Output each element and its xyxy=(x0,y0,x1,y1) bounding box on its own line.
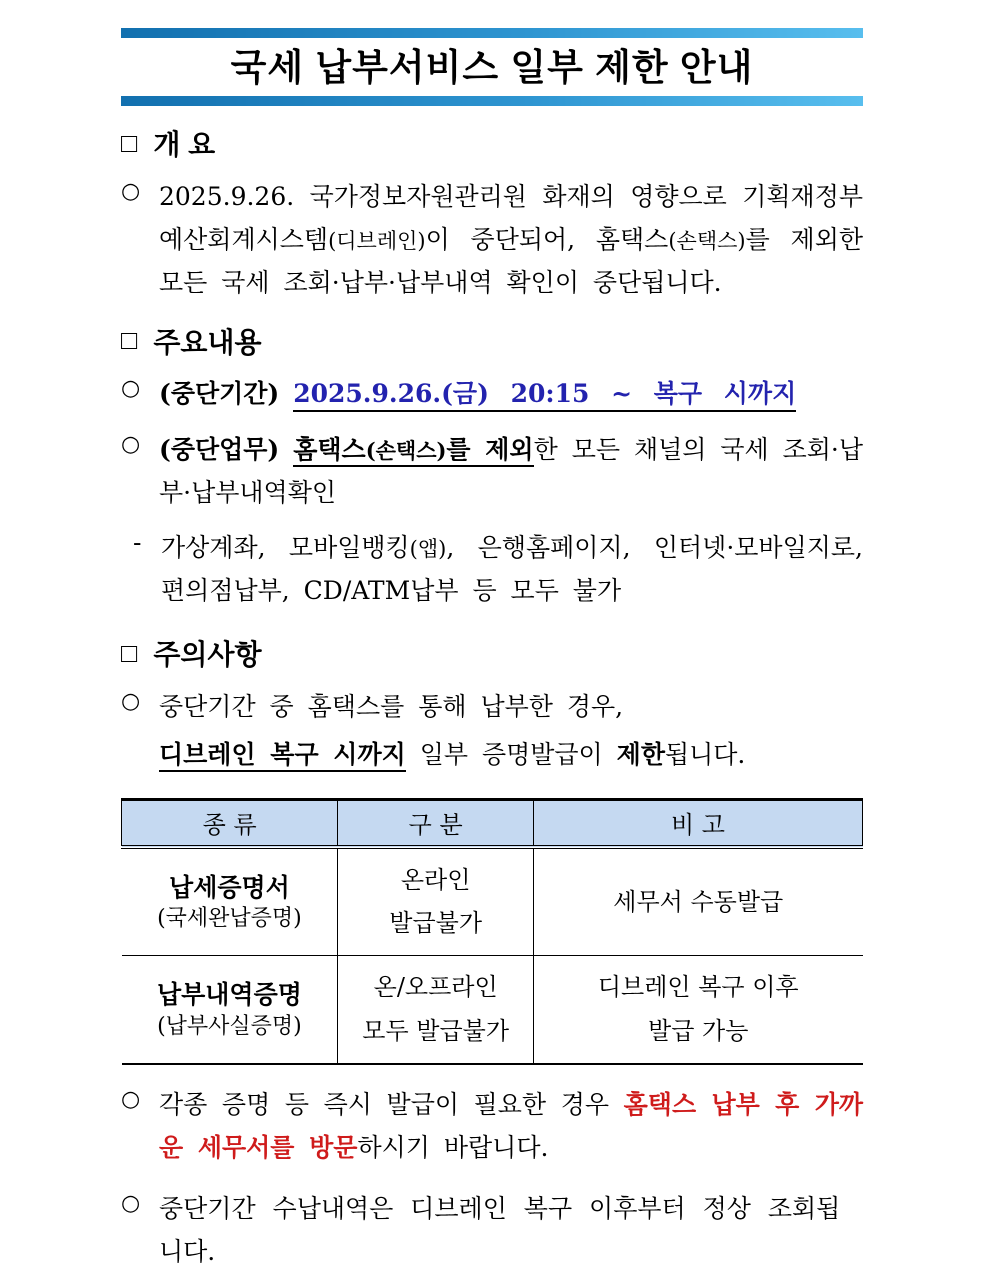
table-header-division: 구 분 xyxy=(338,800,534,848)
suspended-services-rest: 한 모든 채널의 국세 조회·납부·납부내역확인 xyxy=(159,435,864,508)
cell-note: 세무서 수동발급 xyxy=(533,847,862,956)
blocked-channels-item xyxy=(121,526,863,612)
cell-division: 온/오프라인 모두 발급불가 xyxy=(338,956,534,1064)
suspension-period-label: (중단기간) xyxy=(159,379,280,409)
caution-end: 됩니다. xyxy=(664,740,746,770)
cell-kind: 납세증명서 (국세완납증명) xyxy=(122,847,338,956)
footer-note-visit xyxy=(121,1083,863,1169)
title-block xyxy=(121,28,863,106)
caution-mid: 일부 증명발급이 xyxy=(405,740,617,770)
square-bullet-icon: □ xyxy=(121,325,138,356)
section-main-content xyxy=(121,326,863,613)
circle-bullet-icon: ○ xyxy=(121,689,141,715)
suspended-services-item xyxy=(121,428,863,514)
caution-heading-label: 주의사항 xyxy=(153,639,262,671)
circle-bullet-icon: ○ xyxy=(121,1086,141,1112)
suspended-services-line xyxy=(159,428,863,514)
caution-underlined: 디브레인 복구 시까지 xyxy=(159,740,406,772)
suspended-services-highlight: 홈택스(손택스)를 제외 xyxy=(293,435,533,467)
overview-text-2: 이 중단되어, 홈택스 xyxy=(425,224,669,254)
main-content-heading xyxy=(121,326,863,360)
overview-text-1: 2025.9.26. 국가정보자원관리원 화재의 영향으로 기획재정부 예산회계시스템 xyxy=(159,181,863,254)
table-header-note: 비 고 xyxy=(533,800,862,848)
overview-text-paren-2: (손택스) xyxy=(668,228,746,253)
table-header-kind: 종 류 xyxy=(122,800,338,848)
dash-bullet: - xyxy=(133,528,142,558)
table-header-row xyxy=(122,800,863,848)
circle-bullet-icon: ○ xyxy=(121,432,141,458)
circle-bullet-icon: ○ xyxy=(121,376,141,402)
caution-item xyxy=(121,685,863,776)
cell-kind: 납부내역증명 (납부사실증명) xyxy=(122,956,338,1064)
blocked-channels-line xyxy=(161,526,863,612)
blocked-channels-text-2: , 은행홈페이지, 인터넷·모바일지로, 편의점납부, CD/ATM납부 등 모두 불가 xyxy=(161,533,863,606)
table-row xyxy=(122,847,863,956)
blocked-channels-text-1: 가상계좌, 모바일뱅킹 xyxy=(161,533,410,563)
cell-note: 디브레인 복구 이후 발급 가능 xyxy=(533,956,862,1064)
main-content-heading-label: 주요내용 xyxy=(153,326,262,358)
footer-note-records xyxy=(121,1187,863,1273)
suspended-services-label: (중단업무) xyxy=(159,435,280,465)
caution-line-1: 중단기간 중 홈택스를 통해 납부한 경우, xyxy=(159,692,624,722)
page-title: 국세 납부서비스 일부 제한 안내 xyxy=(230,47,754,88)
overview-text-paren-1: (디브레인) xyxy=(328,228,426,253)
circle-bullet-icon: ○ xyxy=(121,1190,141,1216)
caution-paragraph xyxy=(159,685,863,776)
circle-bullet-icon: ○ xyxy=(121,178,141,204)
section-caution xyxy=(121,638,863,776)
suspension-period-item xyxy=(121,372,863,415)
footer-note-records-text: 중단기간 수납내역은 디브레인 복구 이후부터 정상 조회됩니다. xyxy=(159,1193,841,1266)
caution-heading xyxy=(121,638,863,672)
blocked-channels-paren: (앱) xyxy=(409,537,447,562)
square-bullet-icon: □ xyxy=(121,638,138,669)
suspension-period-line xyxy=(159,372,863,415)
caution-emphasis: 제한 xyxy=(616,740,665,770)
overview-heading-label: 개 요 xyxy=(153,129,216,161)
square-bullet-icon: □ xyxy=(121,127,138,158)
suspension-period-value: 2025.9.26.(금) 20:15 ~ 복구 시까지 xyxy=(293,379,796,412)
overview-paragraph xyxy=(159,175,863,304)
title-top-rule xyxy=(121,28,863,38)
footer-visit-highlight: 홈택스 납부 후 가까운 세무서를 방문 xyxy=(159,1089,863,1162)
overview-text-3: 를 제외한 모든 국세 조회·납부·납부내역 확인이 중단됩니다. xyxy=(159,224,863,297)
footer-note-visit-text xyxy=(159,1083,863,1169)
footer-visit-post: 하시기 바랍니다. xyxy=(357,1132,549,1162)
caution-line-2 xyxy=(159,733,863,776)
certificate-restriction-table xyxy=(121,798,863,1065)
overview-heading xyxy=(121,128,863,162)
section-overview xyxy=(121,128,863,304)
footer-visit-pre: 각종 증명 등 즉시 발급이 필요한 경우 xyxy=(159,1089,624,1119)
table-row xyxy=(122,956,863,1064)
cell-division: 온라인 발급불가 xyxy=(338,847,534,956)
title-bottom-rule xyxy=(121,96,863,106)
overview-item xyxy=(121,175,863,304)
